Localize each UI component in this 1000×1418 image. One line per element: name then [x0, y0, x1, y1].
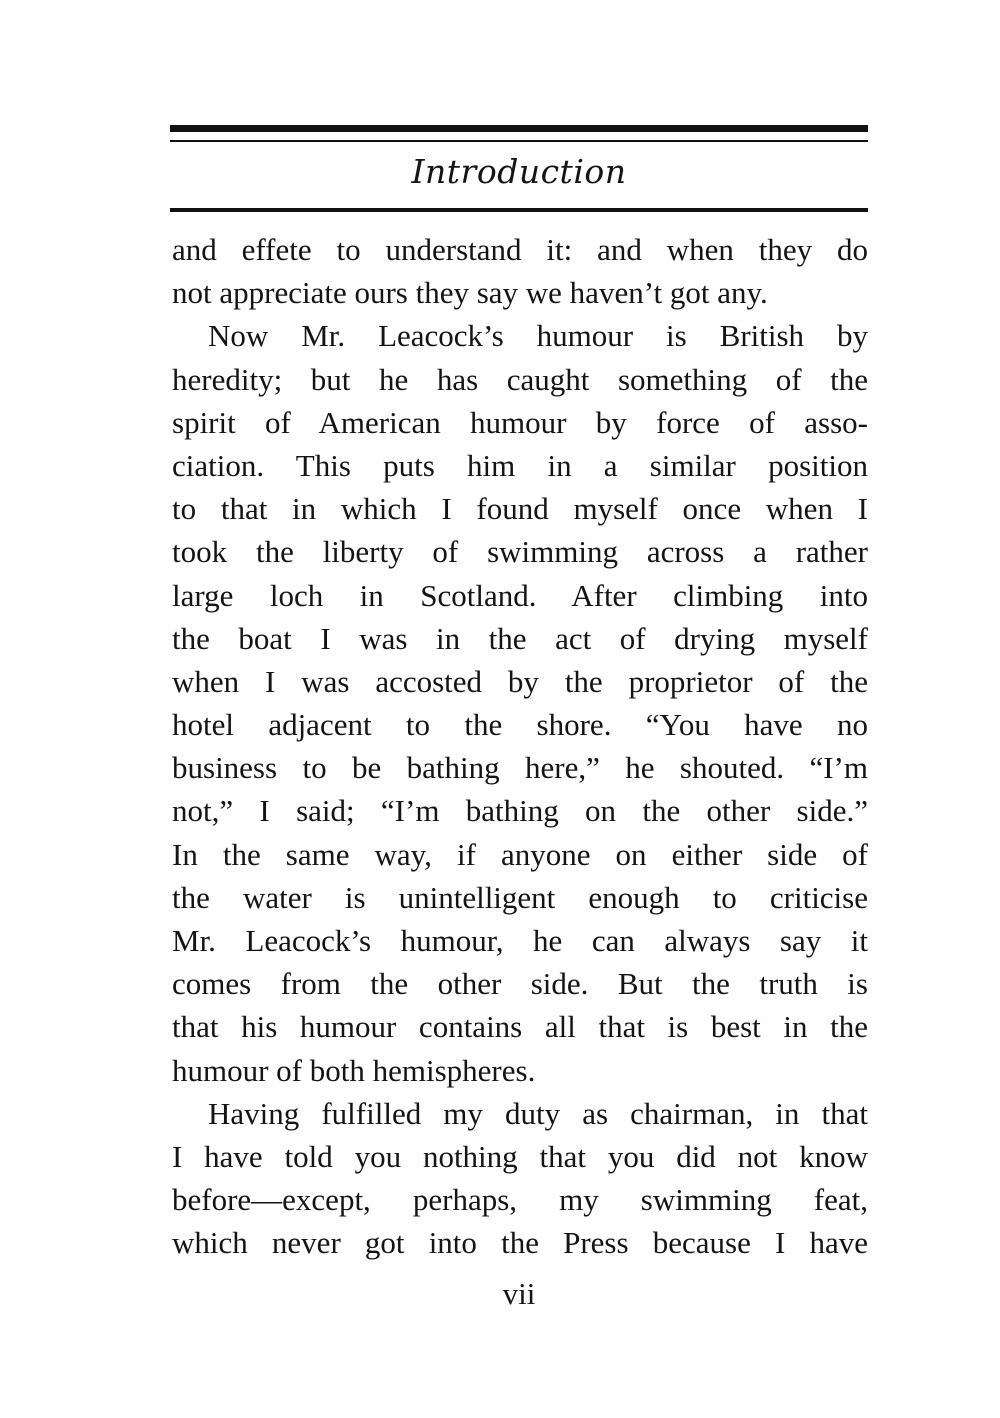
text-line: humour of both hemispheres. [172, 1052, 536, 1088]
text-line: that his humour contains all that is best in the [172, 1009, 868, 1045]
header-rule-thick [170, 125, 868, 132]
text-line: I have told you nothing that you did not know [172, 1138, 868, 1174]
text-line: the water is unintelligent enough to criticise [172, 879, 868, 915]
text-line: which never got into the Press because I have [172, 1225, 868, 1261]
text-line: business to be bathing here,” he shouted. “I’m [172, 750, 868, 786]
text-line: the boat I was in the act of drying myself [172, 620, 868, 656]
text-line: In the same way, if anyone on either side of [172, 836, 868, 872]
running-header-title: Introduction [411, 152, 627, 191]
text-line: ciation. This puts him in a similar position [172, 447, 868, 483]
text-line: hotel adjacent to the shore. “You have no [172, 707, 868, 743]
text-line: before—except, perhaps, my swimming feat, [172, 1182, 868, 1218]
text-line: and effete to understand it: and when they do [172, 232, 868, 267]
text-line: not appreciate ours they say we haven’t got any. [172, 275, 768, 311]
text-line: heredity; but he has caught something of the [172, 361, 868, 397]
text-line: to that in which I found myself once when I [172, 491, 868, 527]
header-rule-thin [170, 140, 868, 142]
text-line: Mr. Leacock’s humour, he can always say it [172, 923, 868, 958]
header-rule-bottom [170, 208, 868, 212]
text-line: large loch in Scotland. After climbing into [172, 577, 868, 613]
text-line: Having fulfilled my duty as chairman, in that [208, 1095, 868, 1131]
text-line: Now Mr. Leacock’s humour is British by [208, 318, 868, 354]
text-line: when I was accosted by the proprietor of the [172, 663, 868, 699]
body-text [172, 228, 868, 1265]
text-line: comes from the other side. But the truth is [172, 966, 868, 1002]
text-line: not,” I said; “I’m bathing on the other side.” [172, 793, 868, 829]
text-line: took the liberty of swimming across a rather [172, 534, 868, 570]
text-line: spirit of American humour by force of asso- [172, 404, 868, 440]
page-number: vii [502, 1276, 536, 1311]
